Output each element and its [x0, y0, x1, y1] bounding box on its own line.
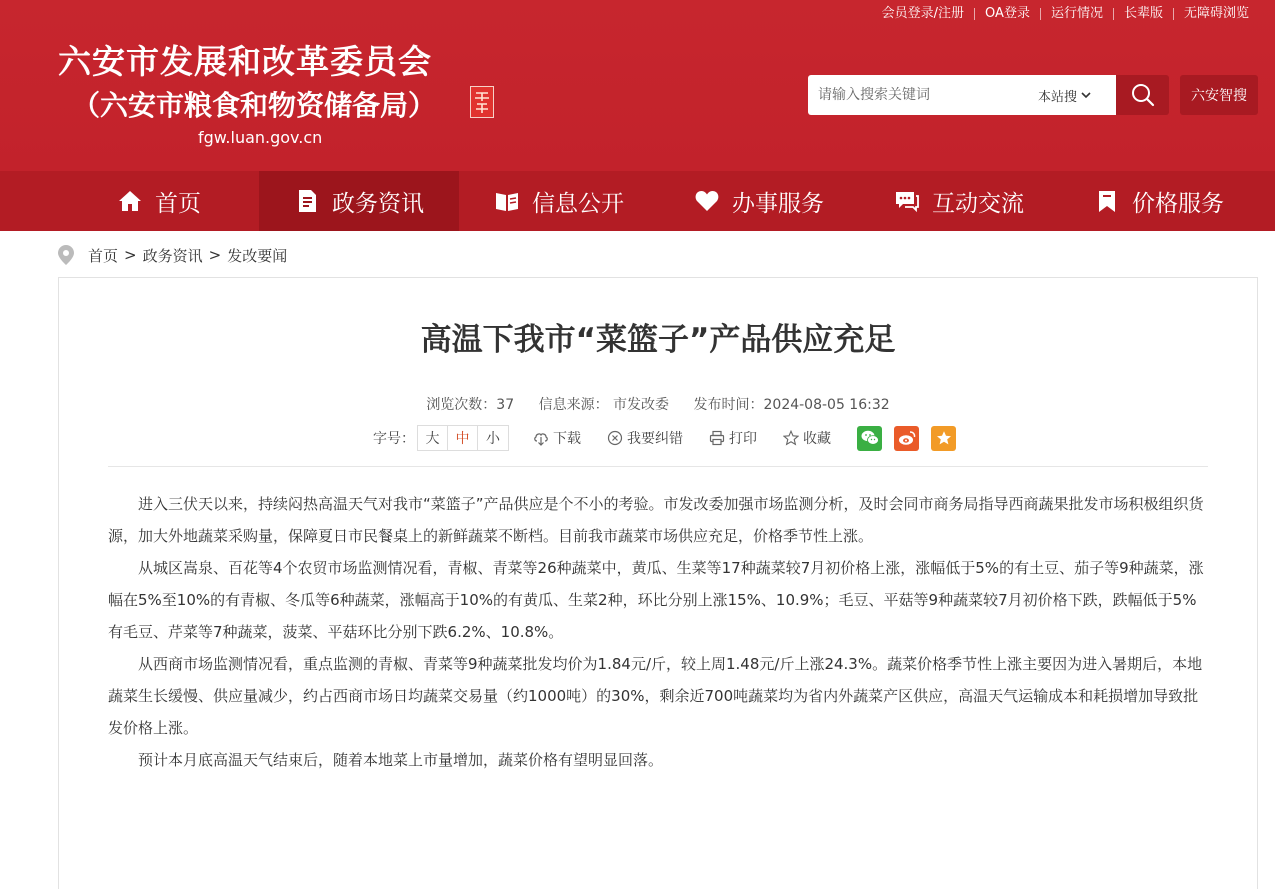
divider: [108, 466, 1208, 467]
seal-icon: [471, 89, 493, 117]
nav-item-price-services[interactable]: [1059, 171, 1259, 231]
bookmark-icon: [1094, 188, 1120, 214]
weibo-icon: [898, 430, 916, 446]
print-button[interactable]: [709, 428, 757, 448]
info-source: 信息来源： 市发改委: [538, 397, 670, 413]
chat-icon: [894, 188, 920, 214]
breadcrumb-home[interactable]: 首页: [88, 246, 119, 265]
search-scope-select[interactable]: [1038, 86, 1091, 105]
print-icon: [709, 430, 725, 446]
article-tools: [373, 425, 968, 451]
top-links: [872, 5, 1259, 23]
search-icon: [1130, 82, 1156, 108]
font-size-label: 字号：: [373, 431, 415, 447]
login-register-link[interactable]: 会员登录/注册: [881, 6, 965, 21]
article-paragraph: 从西商市场监测情况看，重点监测的青椒、青菜等9种蔬菜批发均价为1.84元/斤，较上周1.48元/斤上涨24.3%。蔬菜价格季节性上涨主要因为进入暑期后，本地蔬菜生长缓慢、供应量减少，约占西商市场日均蔬菜交易量（约1000吨）的30%，剩余近700吨蔬菜均为省内外蔬菜产区供应，高温天气运输成本和耗损增加导致批发价格上涨。: [108, 655, 1203, 737]
article-paragraph: 预计本月底高温天气结束后，随着本地菜上市量增加，蔬菜价格有望明显回落。: [138, 751, 664, 769]
article-paragraph: 进入三伏天以来，持续闷热高温天气对我市“菜篮子”产品供应是个不小的考验。市发改委加强市场监测分析，及时会同市商务局指导西商蔬果批发市场积极组织货源，加大外地蔬菜采购量，保障夏日市民餐桌上的新鲜蔬菜不断档。目前我市蔬菜市场供应充足，价格季节性上涨。: [108, 495, 1204, 545]
oa-login-link[interactable]: OA登录: [985, 6, 1030, 21]
search-button[interactable]: [1116, 75, 1169, 115]
breadcrumb-separator: >: [124, 246, 137, 264]
article-meta: [0, 395, 1275, 415]
share-weibo-button[interactable]: [894, 426, 919, 451]
nav-item-services[interactable]: [659, 171, 859, 231]
article-title: 高温下我市“菜篮子”产品供应充足: [420, 322, 896, 358]
home-icon: [117, 188, 143, 214]
breadcrumb: [58, 244, 287, 266]
favorite-label: 收藏: [803, 431, 831, 447]
favorite-button[interactable]: [783, 428, 831, 448]
nav-label: 价格服务: [1132, 190, 1224, 217]
elder-version-link[interactable]: 长辈版: [1123, 6, 1163, 21]
accessibility-link[interactable]: 无障碍浏览: [1183, 6, 1249, 21]
breadcrumb-government-news[interactable]: 政务资讯: [142, 246, 203, 265]
font-size-large[interactable]: 大: [418, 426, 448, 450]
chevron-down-icon: [1081, 91, 1091, 99]
search-scope-label: 本站搜: [1038, 89, 1078, 105]
share-wechat-button[interactable]: [857, 426, 882, 451]
operation-status-link[interactable]: 运行情况: [1050, 6, 1103, 21]
nav-item-interaction[interactable]: [859, 171, 1059, 231]
nav-label: 信息公开: [532, 190, 624, 217]
location-pin-icon: [58, 245, 74, 265]
nav-item-home[interactable]: [59, 171, 259, 231]
share-favorite-button[interactable]: [931, 426, 956, 451]
breadcrumb-separator: >: [208, 246, 222, 264]
download-button[interactable]: [533, 428, 581, 448]
nav-label: 互动交流: [932, 190, 1024, 217]
download-icon: [533, 430, 549, 446]
download-label: 下载: [553, 431, 581, 447]
font-size-selector: [417, 425, 509, 451]
article-body: [108, 488, 1208, 776]
wechat-icon: [861, 430, 879, 446]
print-label: 打印: [729, 431, 757, 447]
smart-search-button[interactable]: 六安智搜: [1180, 75, 1258, 115]
site-name[interactable]: 六安市发展和改革委员会: [58, 42, 432, 81]
book-icon: [494, 188, 520, 214]
nav-label: 首页: [155, 190, 201, 217]
nav-item-government-news[interactable]: [259, 171, 459, 231]
document-icon: [294, 188, 320, 214]
seal-logo: [470, 86, 494, 118]
site-header: [0, 0, 1275, 171]
nav-item-info-disclosure[interactable]: [459, 171, 659, 231]
nav-label: 办事服务: [732, 190, 824, 217]
breadcrumb-news[interactable]: 发改要闻: [227, 246, 288, 265]
font-size-medium[interactable]: 中: [448, 426, 478, 450]
search-box: [808, 75, 1116, 115]
main-nav: [0, 171, 1275, 231]
error-report-icon: [607, 430, 623, 446]
font-size-small[interactable]: 小: [486, 431, 500, 447]
star-filled-icon: [936, 430, 952, 446]
site-subname[interactable]: （六安市粮食和物资储备局）: [72, 89, 437, 122]
site-url: fgw.luan.gov.cn: [198, 128, 323, 147]
article-paragraph: 从城区嵩泉、百花等4个农贸市场监测情况看，青椒、青菜等26种蔬菜中，黄瓜、生菜等17种蔬菜较7月初价格上涨，涨幅低于5%的有土豆、茄子等9种蔬菜，涨幅在5%至10%的有青椒、冬瓜等6种蔬菜，涨幅高于10%的有黄瓜、生菜2种，环比分别上涨15%、10.9%；毛豆、平菇等9种蔬菜较7月初价格下跌，跌幅低于5%有毛豆、芹菜等7种蔬菜，菠菜、平菇环比分别下跌6.2%、10.8%。: [108, 559, 1204, 641]
correction-label: 我要纠错: [627, 431, 683, 447]
view-count: 浏览次数：37: [426, 397, 515, 413]
correction-button[interactable]: [607, 428, 683, 448]
search-input[interactable]: [808, 76, 1028, 114]
nav-label: 政务资讯: [332, 190, 424, 217]
heart-icon: [694, 188, 720, 214]
publish-time: 发布时间：2024-08-05 16:32: [693, 397, 890, 413]
star-icon: [783, 430, 799, 446]
